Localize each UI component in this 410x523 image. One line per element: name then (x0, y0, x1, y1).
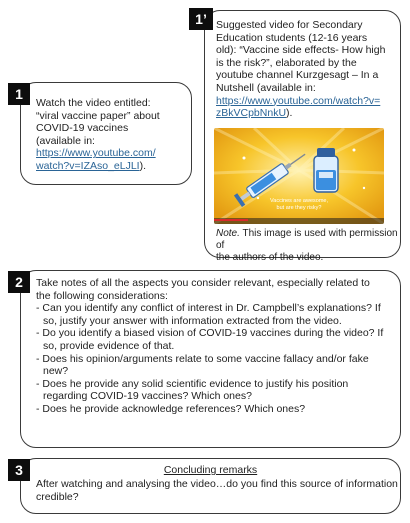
note-text: This image is used with permission of (216, 228, 398, 251)
step3-text (36, 478, 398, 503)
video-thumbnail[interactable] (214, 128, 384, 224)
step3-title: Concluding remarks (163, 464, 258, 476)
step1-video-link-cont[interactable]: watch?v=IZAso_eLJLI (36, 159, 140, 172)
question-item (36, 378, 398, 403)
image-note (216, 228, 398, 264)
question-line: new? (43, 365, 69, 378)
step1b-text (216, 19, 398, 120)
step2-text (36, 277, 398, 416)
question-line: - Does he provide any solid scientific evidence to justify his position (36, 377, 349, 390)
step3-line: After watching and analysing the video…do you find this source of information (36, 478, 398, 490)
step2-intro: Take notes of all the aspects you consider relevant, especially related to (36, 277, 370, 289)
step1b-video-link-cont[interactable]: zBkVCpbNnkU (216, 107, 287, 120)
question-line: - Do you identify a biased vision of COVID-19 vaccines during the video? If (36, 327, 384, 340)
question-item (36, 327, 398, 352)
step1b-badge: 1’ (189, 8, 213, 30)
step1-line: COVID-19 vaccines (36, 122, 129, 135)
note-label: Note. (216, 228, 240, 239)
step1-line: Watch the video entitled: (36, 97, 151, 109)
step1b-closing: ). (286, 107, 293, 120)
step1-line: (available in: (36, 134, 95, 147)
question-line: - Does he provide acknowledge references? Which ones? (36, 402, 306, 415)
step1-closing: ). (139, 159, 147, 172)
step3-badge: 3 (8, 459, 30, 481)
question-line: so, provide evidence of that. (43, 339, 175, 352)
step1b-line: Nutshell (available in: (216, 81, 316, 94)
step1-badge: 1 (8, 83, 30, 105)
step1b-video-link[interactable]: https://www.youtube.com/watch?v= (216, 94, 381, 107)
step1b-line: old): “Vaccine side effects- How high (216, 44, 386, 57)
step2-badge: 2 (8, 271, 30, 293)
question-item (36, 403, 398, 416)
step1b-line: Education students (12-16 years (216, 31, 368, 44)
question-line: - Does his opinion/arguments relate to some vaccine fallacy and/or fake (36, 352, 369, 365)
question-line: - Can you identify any conflict of interest in Dr. Campbell’s explanations? If (36, 302, 381, 315)
thumbnail-caption: Vaccines are awesome, but are they risky? (270, 198, 328, 211)
step1-text (36, 97, 188, 173)
step1-video-link[interactable]: https://www.youtube.com/ (36, 147, 156, 160)
step3-line: credible? (36, 490, 79, 503)
question-list (36, 302, 398, 415)
note-text-cont: the authors of the video. (216, 252, 324, 263)
step1b-line: is the risk?”, elaborated by the (216, 56, 357, 69)
step1-line: “viral vaccine paper” about (36, 109, 160, 122)
question-item (36, 353, 398, 378)
step1b-line: youtube channel Kurzgesagt – In a (216, 69, 379, 82)
step2-intro: the following considerations: (36, 289, 168, 302)
step1b-line: Suggested video for Secondary (216, 19, 363, 31)
question-line: regarding COVID-19 vaccines? Which ones? (43, 390, 252, 403)
question-line: so, justify your answer with information extracted from the video. (43, 314, 342, 327)
question-item (36, 302, 398, 327)
